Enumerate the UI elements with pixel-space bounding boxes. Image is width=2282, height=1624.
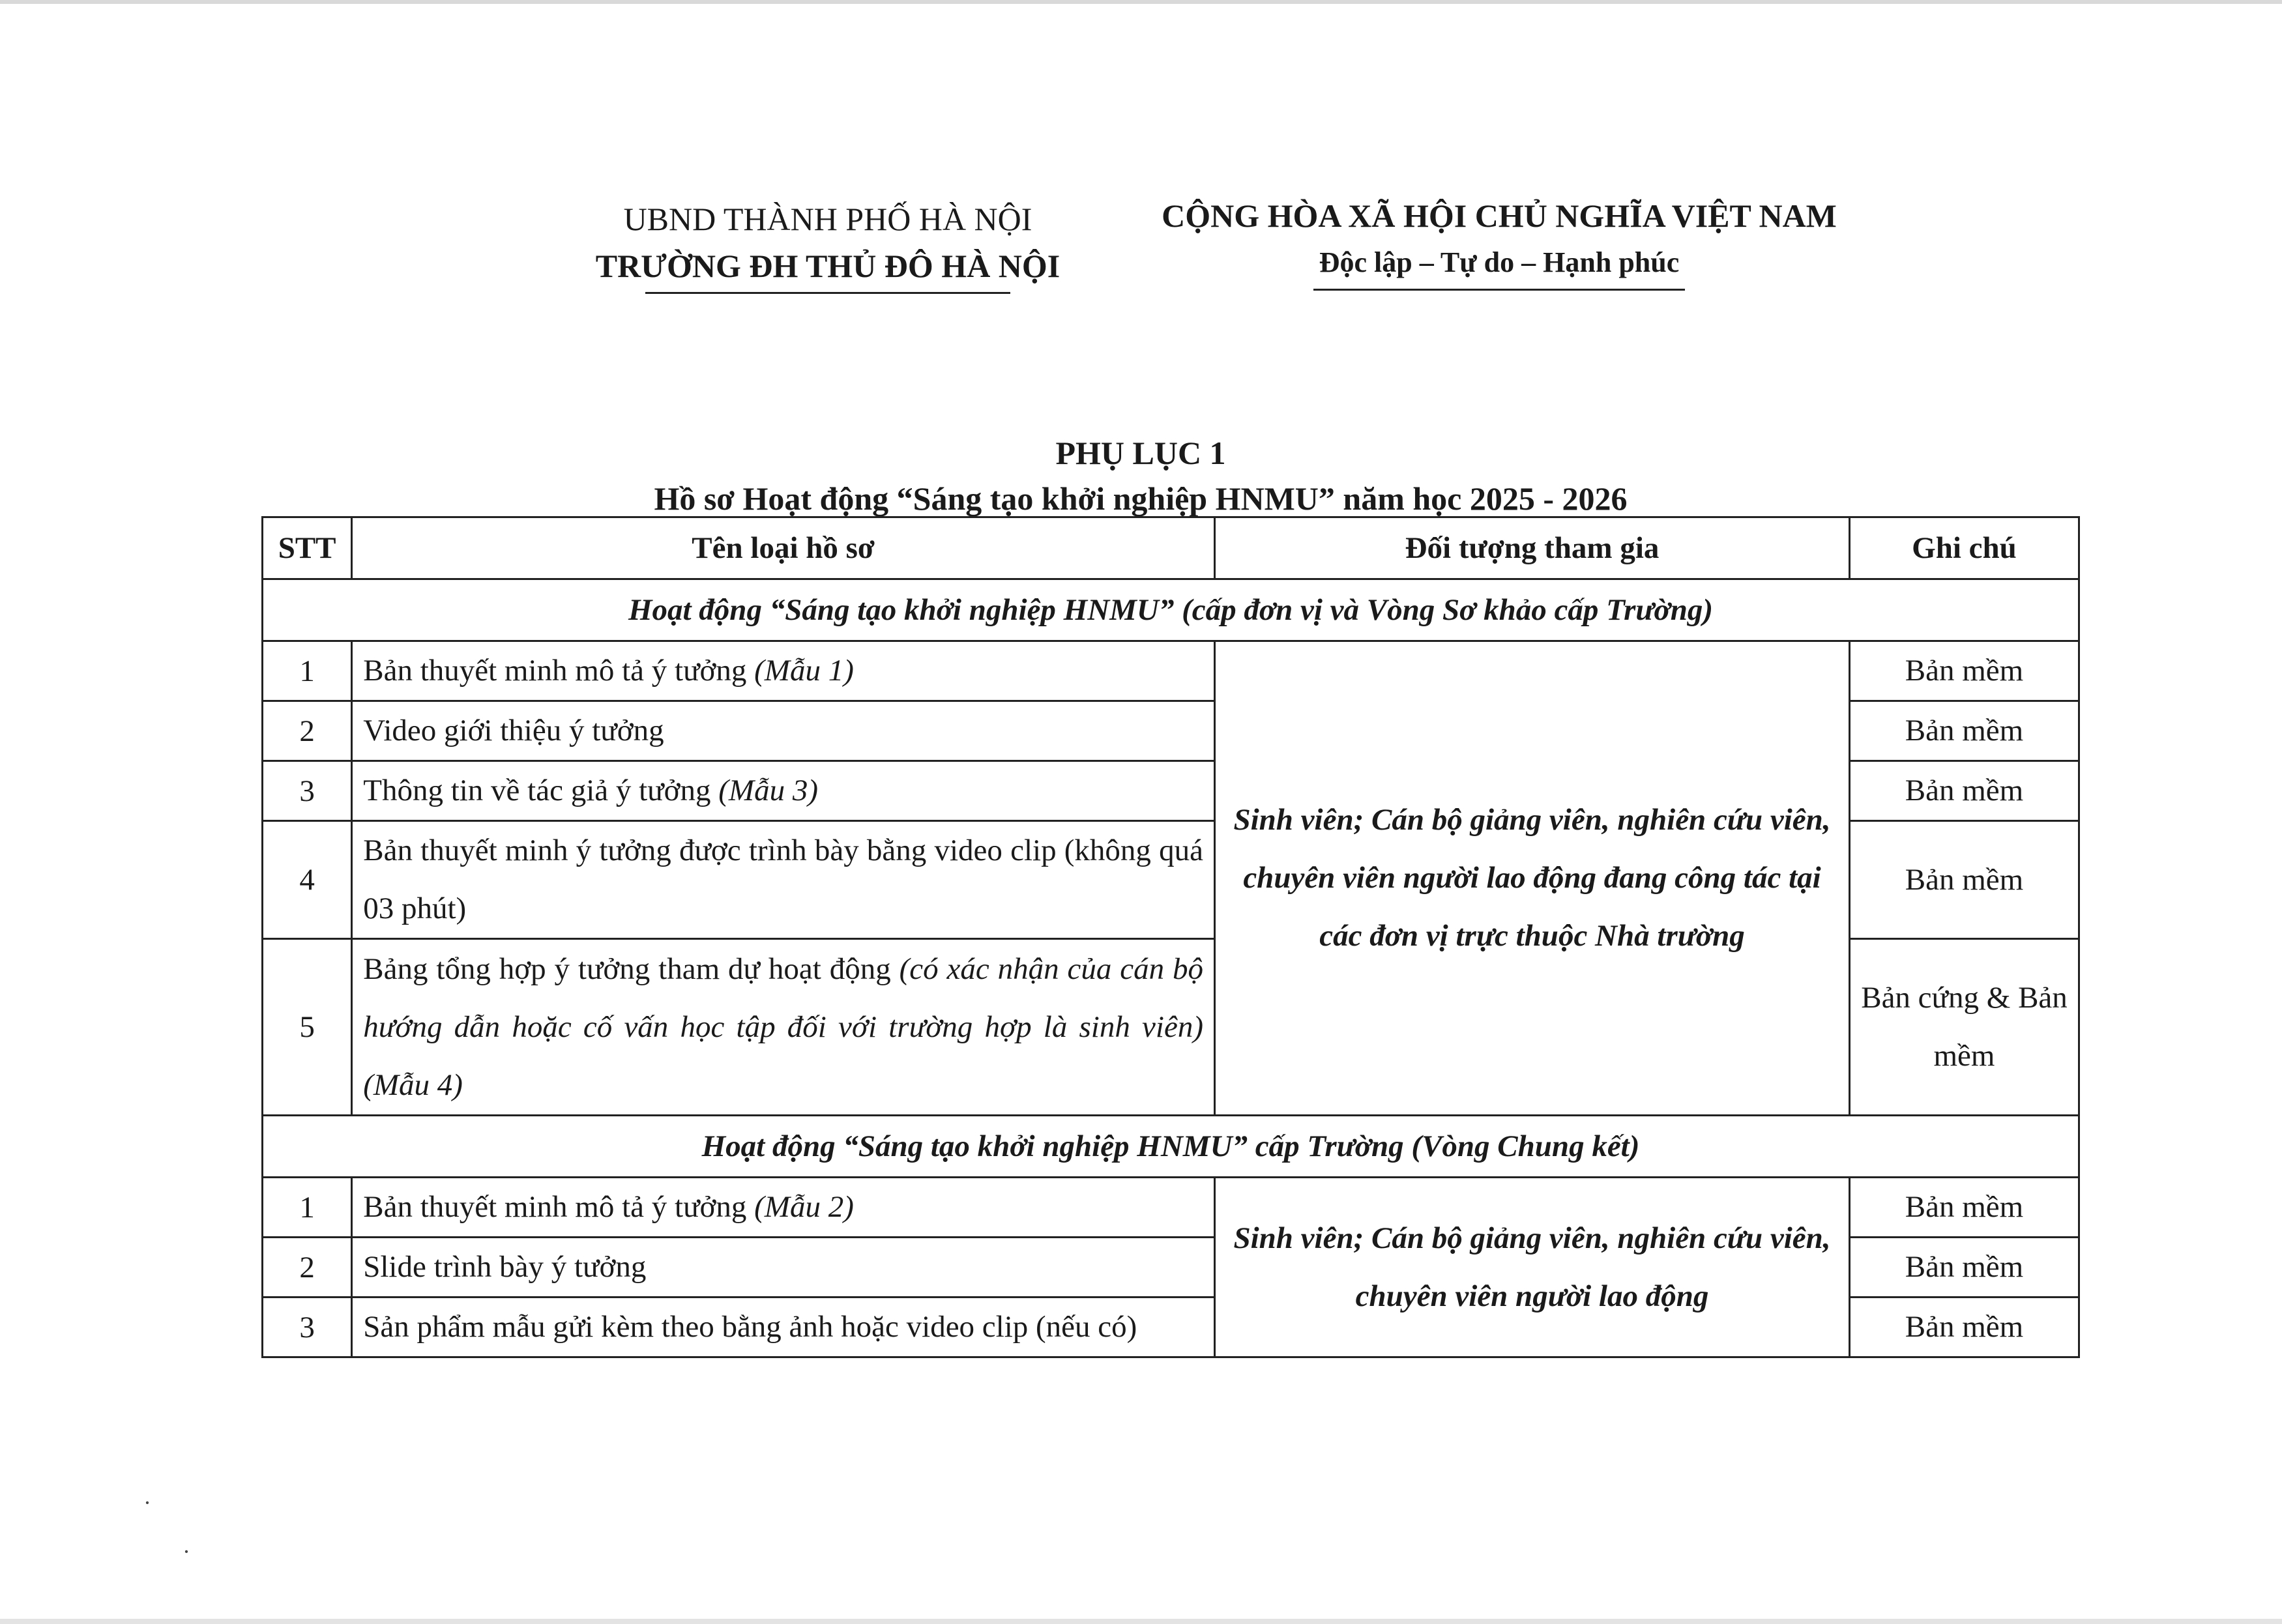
row-note: Bản mềm <box>1850 701 2079 761</box>
row-name: Bản thuyết minh ý tưởng được trình bày bằng video clip (không quá 03 phút) <box>352 821 1215 939</box>
scan-edge-bottom <box>0 1619 2282 1624</box>
header-name: Tên loại hồ sơ <box>352 517 1215 579</box>
authority-underline <box>645 292 1010 294</box>
title-block <box>254 430 2027 521</box>
authority-line1: UBND THÀNH PHỐ HÀ NỘI <box>623 201 1032 237</box>
header-target: Đối tượng tham gia <box>1215 517 1850 579</box>
row-stt: 3 <box>263 761 352 821</box>
row-note: Bản mềm <box>1850 1238 2079 1298</box>
row-name: Bản thuyết minh mô tả ý tưởng (Mẫu 1) <box>352 641 1215 701</box>
row-name: Bản thuyết minh mô tả ý tưởng (Mẫu 2) <box>352 1178 1215 1238</box>
motto: Độc lập – Tự do – Hạnh phúc <box>1319 246 1680 278</box>
section-row <box>263 579 2079 641</box>
section2-target: Sinh viên; Cán bộ giảng viên, nghiên cứu viên, chuyên viên người lao động <box>1215 1178 1850 1357</box>
row-note: Bản mềm <box>1850 1178 2079 1238</box>
row-name: Sản phẩm mẫu gửi kèm theo bằng ảnh hoặc video clip (nếu có) <box>352 1298 1215 1357</box>
scan-speck: · <box>143 1490 151 1516</box>
row-stt: 1 <box>263 1178 352 1238</box>
row-stt: 3 <box>263 1298 352 1357</box>
appendix-title: PHỤ LỤC 1 <box>1055 435 1226 471</box>
row-note: Bản cứng & Bản mềm <box>1850 939 2079 1116</box>
country-name: CỘNG HÒA XÃ HỘI CHỦ NGHĨA VIỆT NAM <box>1162 197 1837 234</box>
row-stt: 4 <box>263 821 352 939</box>
row-stt: 5 <box>263 939 352 1116</box>
scan-edge-top <box>0 0 2282 4</box>
row-note: Bản mềm <box>1850 641 2079 701</box>
row-stt: 2 <box>263 701 352 761</box>
row-note: Bản mềm <box>1850 821 2079 939</box>
section1-target: Sinh viên; Cán bộ giảng viên, nghiên cứu viên, chuyên viên người lao động đang công tác tại các đơn vị trực thuộc Nhà trường <box>1215 641 1850 1116</box>
motto-underline <box>1313 289 1685 291</box>
documents-table <box>261 516 2080 1358</box>
row-name: Thông tin về tác giả ý tưởng (Mẫu 3) <box>352 761 1215 821</box>
header-note: Ghi chú <box>1850 517 2079 579</box>
row-stt: 1 <box>263 641 352 701</box>
header-stt: STT <box>263 517 352 579</box>
row-name: Slide trình bày ý tưởng <box>352 1238 1215 1298</box>
row-name: Video giới thiệu ý tưởng <box>352 701 1215 761</box>
section2-title: Hoạt động “Sáng tạo khởi nghiệp HNMU” cấp Trường (Vòng Chung kết) <box>263 1116 2079 1178</box>
row-note: Bản mềm <box>1850 761 2079 821</box>
table-row <box>263 1178 2079 1238</box>
section-row <box>263 1116 2079 1178</box>
row-name: Bảng tổng hợp ý tưởng tham dự hoạt động (có xác nhận của cán bộ hướng dẫn hoặc cố vấn học tập đối với trường hợp là sinh viên) (Mẫu 4) <box>352 939 1215 1116</box>
scan-speck: · <box>183 1539 190 1565</box>
section1-title: Hoạt động “Sáng tạo khởi nghiệp HNMU” (cấp đơn vị và Vòng Sơ khảo cấp Trường) <box>263 579 2079 641</box>
appendix-subtitle: Hồ sơ Hoạt động “Sáng tạo khởi nghiệp HNMU” năm học 2025 - 2026 <box>654 480 1628 517</box>
national-motto <box>1134 192 1864 291</box>
row-note: Bản mềm <box>1850 1298 2079 1357</box>
row-stt: 2 <box>263 1238 352 1298</box>
authority-line2: TRƯỜNG ĐH THỦ ĐÔ HÀ NỘI <box>595 248 1061 284</box>
issuing-authority <box>561 196 1095 294</box>
table-row <box>263 641 2079 701</box>
table-header-row <box>263 517 2079 579</box>
